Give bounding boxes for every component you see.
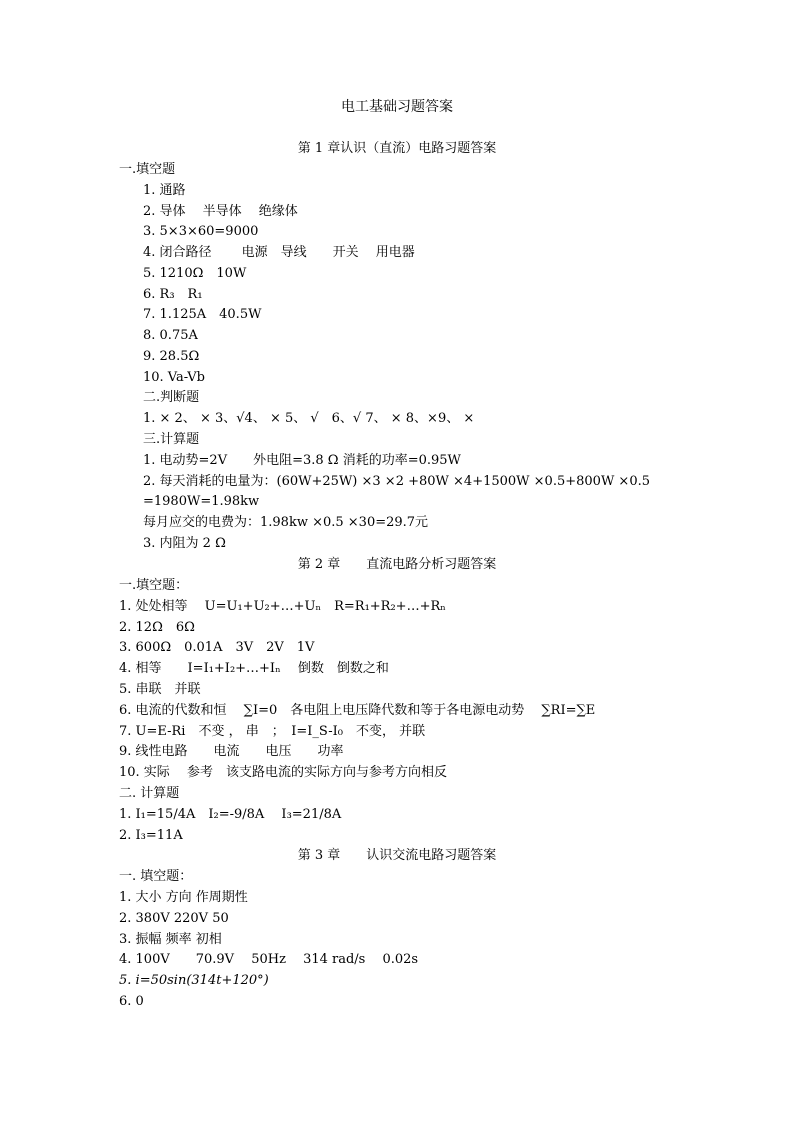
list-item: 4. 100V 70.9V 50Hz 314 rad/s 0.02s bbox=[119, 952, 419, 967]
list-item: 3. 5×3×60=9000 bbox=[143, 224, 259, 239]
calc-item: 1. 电动势=2V 外电阻=3.8 Ω 消耗的功率=0.95W bbox=[143, 453, 461, 468]
chapter1-heading: 第 1 章认识（直流）电路习题答案 bbox=[297, 141, 497, 156]
calc-item: 每月应交的电费为：1.98kw ×0.5 ×30=29.7元 bbox=[143, 515, 429, 530]
list-item: 7. U=E-Ri 不变 ， 串 ； I=I_S-I₀ 不变， 并联 bbox=[119, 724, 426, 739]
chapter2-section-fill: 一.填空题： bbox=[119, 578, 189, 593]
list-item: 10. 实际 参考 该支路电流的实际方向与参考方向相反 bbox=[119, 765, 447, 780]
calc-item: =1980W=1.98kw bbox=[143, 494, 260, 509]
list-item: 6. 电流的代数和恒 ∑I=0 各电阻上电压降代数和等于各电源电动势 ∑RI=∑E bbox=[119, 703, 596, 718]
list-item: 1. 通路 bbox=[143, 183, 186, 198]
chapter3-section-fill: 一. 填空题： bbox=[119, 869, 193, 884]
list-item: 1. 大小 方向 作周期性 bbox=[119, 890, 248, 905]
list-item: 9. 28.5Ω bbox=[143, 349, 200, 364]
calc-item: 2. I₃=11A bbox=[119, 828, 183, 843]
list-item: 2. 导体 半导体 绝缘体 bbox=[143, 204, 298, 219]
judge-answers: 1. × 2、 × 3、√4、 × 5、 √ 6、√ 7、 × 8、×9、 × bbox=[143, 411, 475, 426]
list-item: 4. 相等 I=I₁+I₂+…+Iₙ 倒数 倒数之和 bbox=[119, 661, 389, 676]
list-item: 6. 0 bbox=[119, 994, 144, 1009]
list-item: 6. R₃ R₁ bbox=[143, 287, 203, 302]
list-item: 2. 380V 220V 50 bbox=[119, 911, 229, 926]
document-title: 电工基础习题答案 bbox=[341, 99, 453, 115]
chapter2-section-calc: 二. 计算题 bbox=[119, 786, 180, 801]
chapter1-section-calc: 三.计算题 bbox=[143, 432, 200, 447]
list-item: 1. 处处相等 U=U₁+U₂+…+Uₙ R=R₁+R₂+…+Rₙ bbox=[119, 599, 446, 614]
list-item: 5. 串联 并联 bbox=[119, 682, 201, 697]
list-item: 5. 1210Ω 10W bbox=[143, 266, 247, 281]
chapter1-section-judge: 二.判断题 bbox=[143, 390, 200, 405]
list-item: 2. 12Ω 6Ω bbox=[119, 620, 195, 635]
chapter3-heading: 第 3 章 认识交流电路习题答案 bbox=[297, 848, 497, 863]
calc-item: 1. I₁=15/4A I₂=-9/8A I₃=21/8A bbox=[119, 807, 342, 822]
list-item: 3. 600Ω 0.01A 3V 2V 1V bbox=[119, 640, 315, 655]
formula-item: 5. i=50sin(314t+120°) bbox=[119, 973, 269, 988]
chapter1-section-fill: 一.填空题 bbox=[119, 162, 176, 177]
list-item: 9. 线性电路 电流 电压 功率 bbox=[119, 744, 344, 759]
list-item: 7. 1.125A 40.5W bbox=[143, 307, 262, 322]
chapter2-heading: 第 2 章 直流电路分析习题答案 bbox=[297, 557, 497, 572]
list-item: 3. 振幅 频率 初相 bbox=[119, 932, 222, 947]
list-item: 4. 闭合路径 电源 导线 开关 用电器 bbox=[143, 245, 415, 260]
calc-item: 2. 每天消耗的电量为：(60W+25W) ×3 ×2 +80W ×4+1500W ×0.5+800W ×0.5 bbox=[143, 474, 651, 489]
list-item: 8. 0.75A bbox=[143, 328, 198, 343]
calc-item: 3. 内阻为 2 Ω bbox=[143, 536, 226, 551]
list-item: 10. Va-Vb bbox=[143, 370, 205, 385]
